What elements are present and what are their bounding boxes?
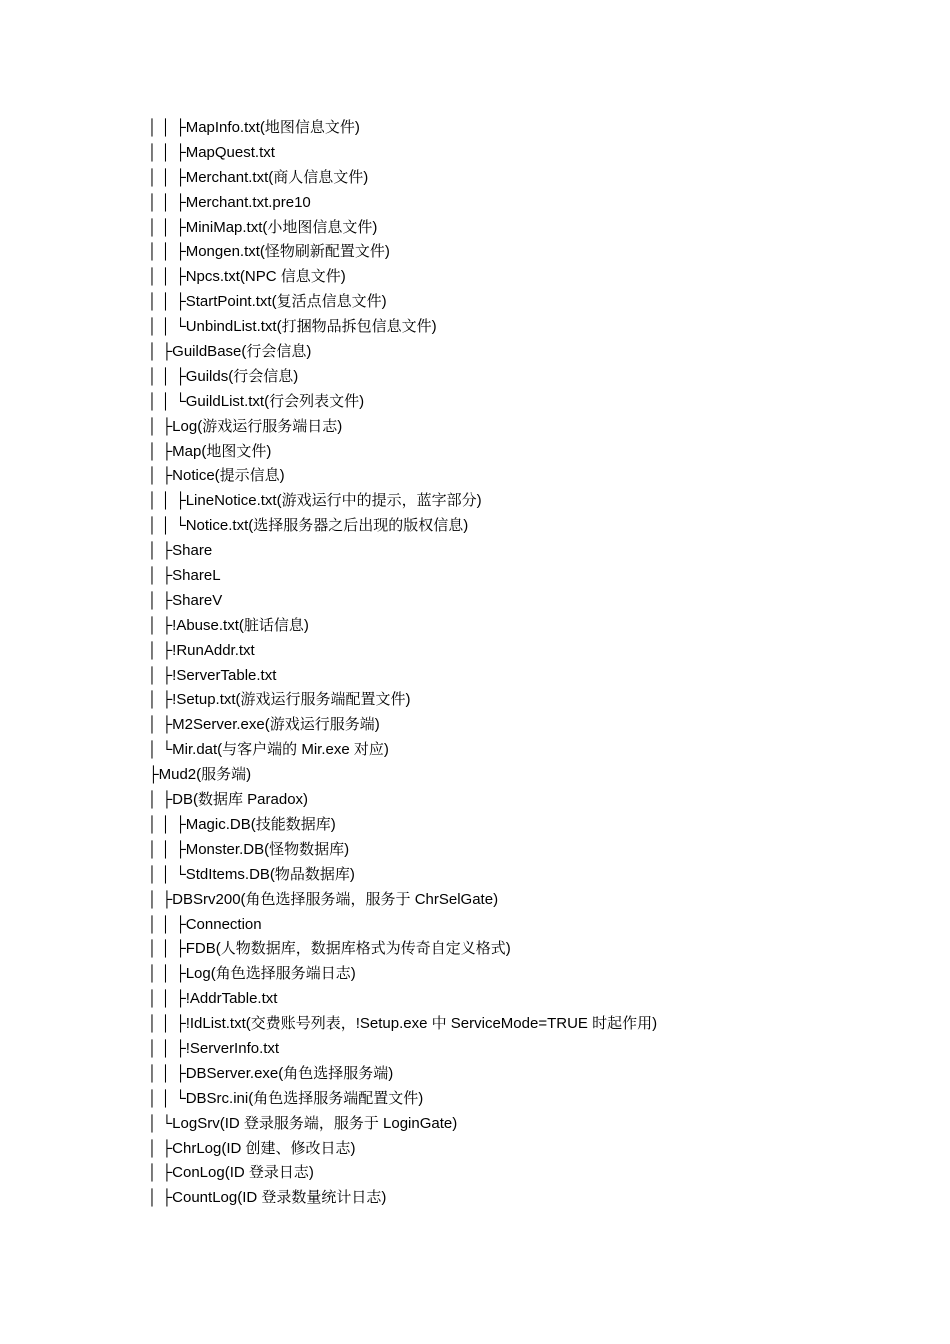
tree-line: │ │ ├FDB(人物数据库，数据库格式为传奇自定义格式) (148, 940, 511, 958)
tree-line: │ │ ├Merchant.txt(商人信息文件) (148, 168, 369, 186)
tree-line: │ │ ├MiniMap.txt(小地图信息文件) (148, 218, 378, 236)
tree-line: │ ├Log(游戏运行服务端日志) (148, 417, 343, 435)
tree-line: ├Mud2(服务端) (148, 766, 252, 784)
tree-line: │ │ ├Guilds(行会信息) (148, 367, 299, 385)
tree-line: │ └LogSrv(ID 登录服务端，服务于 LoginGate) (148, 1114, 458, 1132)
tree-line: │ ├ChrLog(ID 创建、修改日志) (148, 1139, 356, 1157)
tree-line: │ ├DB(数据库 Paradox) (148, 791, 309, 809)
tree-line: │ │ └DBSrc.ini(角色选择服务端配置文件) (148, 1089, 424, 1107)
tree-line: │ │ ├Mongen.txt(怪物刷新配置文件) (148, 243, 390, 261)
tree-line: │ │ ├!ServerInfo.txt (148, 1039, 280, 1057)
tree-line: │ │ ├!AddrTable.txt (148, 990, 278, 1008)
tree-line: │ ├ShareV (148, 591, 223, 609)
tree-line: │ │ ├Npcs.txt(NPC 信息文件) (148, 268, 346, 286)
tree-line: │ ├M2Server.exe(游戏运行服务端) (148, 716, 380, 734)
tree-line: │ │ ├Connection (148, 915, 262, 933)
tree-line: │ ├ConLog(ID 登录日志) (148, 1164, 314, 1182)
tree-line: │ ├DBSrv200(角色选择服务端，服务于 ChrSelGate) (148, 890, 499, 908)
directory-tree (148, 116, 657, 1211)
tree-line: │ ├!RunAddr.txt (148, 641, 255, 659)
tree-line: │ ├GuildBase(行会信息) (148, 343, 312, 361)
tree-line: │ ├!Abuse.txt(脏话信息) (148, 616, 309, 634)
tree-line: │ ├ShareL (148, 567, 221, 585)
tree-line: │ │ ├Merchant.txt.pre10 (148, 193, 311, 211)
tree-line: │ ├Notice(提示信息) (148, 467, 285, 485)
tree-line: │ │ └UnbindList.txt(打捆物品拆包信息文件) (148, 318, 437, 336)
tree-line: │ │ ├Monster.DB(怪物数据库) (148, 840, 350, 858)
tree-line: │ ├Share (148, 542, 213, 560)
tree-line: │ │ ├MapQuest.txt (148, 143, 275, 161)
tree-line: │ │ ├Log(角色选择服务端日志) (148, 965, 356, 983)
tree-line: │ │ └StdItems.DB(物品数据库) (148, 865, 355, 883)
tree-line: │ │ ├StartPoint.txt(复活点信息文件) (148, 293, 387, 311)
tree-line: │ │ ├!IdList.txt(交费账号列表，!Setup.exe 中 ServiceMode=TRUE 时起作用) (148, 1015, 658, 1033)
tree-line: │ ├CountLog(ID 登录数量统计日志) (148, 1189, 387, 1207)
tree-line: │ │ ├Magic.DB(技能数据库) (148, 815, 336, 833)
tree-line: │ │ └GuildList.txt(行会列表文件) (148, 392, 365, 410)
tree-line: │ │ └Notice.txt(选择服务器之后出现的版权信息) (148, 517, 469, 535)
tree-line: │ │ ├DBServer.exe(角色选择服务端) (148, 1064, 394, 1082)
tree-line: │ │ ├LineNotice.txt(游戏运行中的提示，蓝字部分) (148, 492, 482, 510)
tree-line: │ │ ├MapInfo.txt(地图信息文件) (148, 119, 360, 136)
tree-line: │ ├Map(地图文件) (148, 442, 272, 460)
tree-line: │ └Mir.dat(与客户端的 Mir.exe 对应) (148, 741, 389, 759)
tree-line: │ ├!Setup.txt(游戏运行服务端配置文件) (148, 691, 411, 709)
tree-line: │ ├!ServerTable.txt (148, 666, 277, 684)
